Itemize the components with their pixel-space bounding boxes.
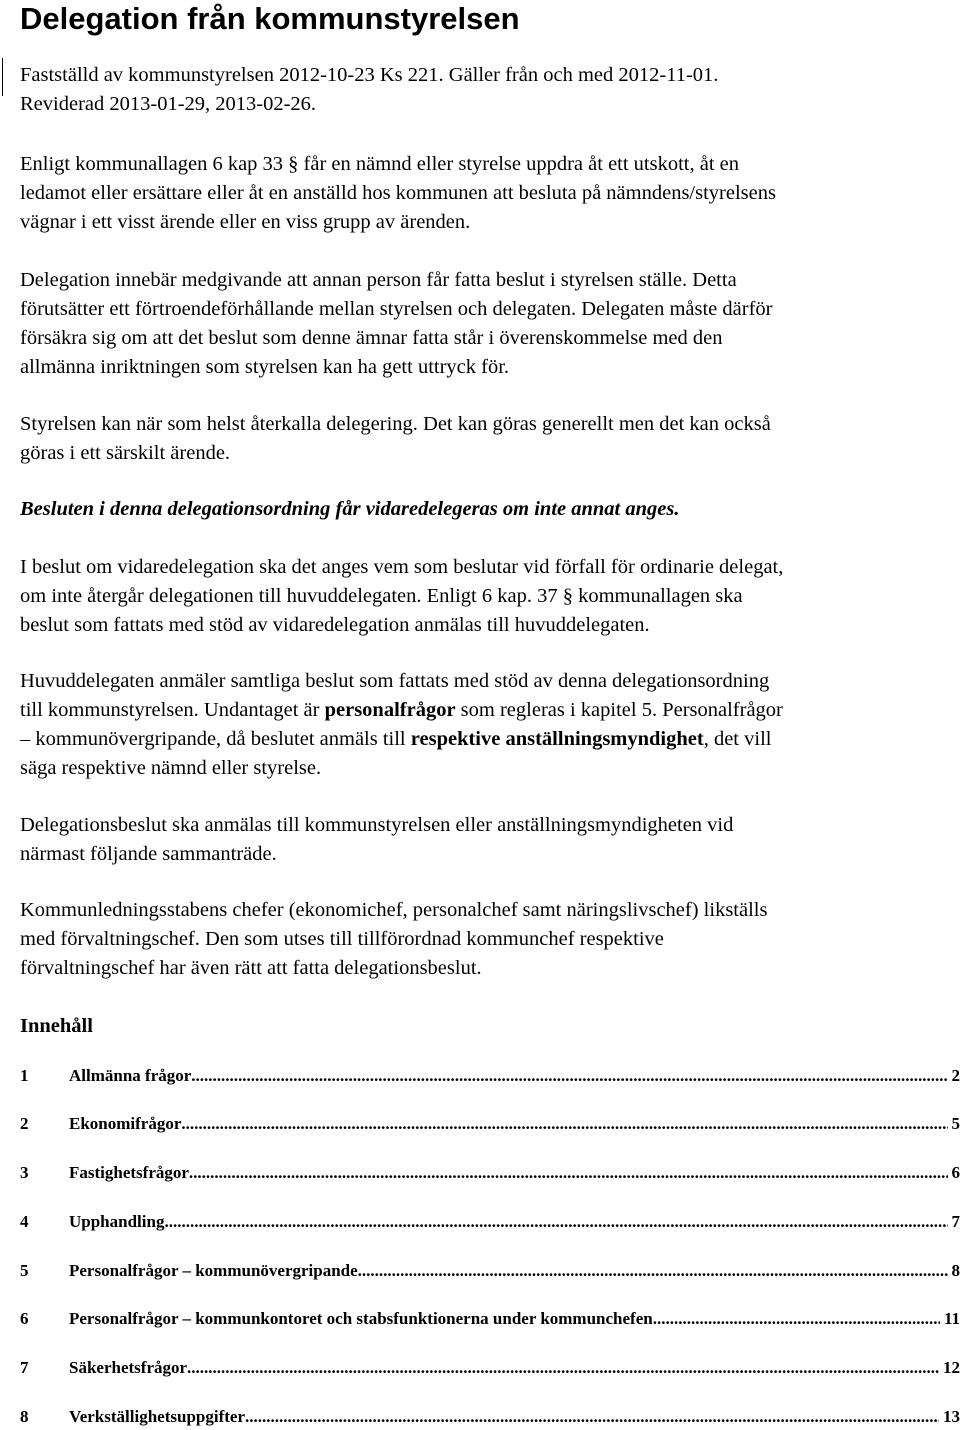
toc-label: Personalfrågor – kommunövergripande — [69, 1261, 358, 1280]
toc-number: 7 — [20, 1358, 29, 1377]
line: förutsätter ett förtroendeförhållande mellan styrelsen och delegaten. Delegaten måste därför — [20, 298, 773, 320]
toc-leader — [164, 1210, 947, 1234]
bold-term: personalfrågor — [324, 699, 456, 721]
line: Delegationsbeslut ska anmälas till kommunstyrelsen eller anställningsmyndigheten vid — [20, 814, 734, 836]
toc-label: Personalfrågor – kommunkontoret och stabsfunktionerna under kommunchefen — [69, 1309, 653, 1328]
line: om inte återgår delegationen till huvuddelegaten. Enligt 6 kap. 37 § kommunallagen ska — [20, 585, 743, 607]
toc-entry[interactable] — [20, 1307, 960, 1331]
toc-label: Ekonomifrågor — [69, 1114, 182, 1133]
line: Delegation innebär medgivande att annan person får fatta beslut i styrelsen ställe. Detta — [20, 269, 737, 291]
paragraph-staff-chiefs — [20, 896, 767, 983]
toc-leader — [358, 1259, 948, 1283]
line: beslut som fattats med stöd av vidaredelegation anmälas till huvuddelegaten. — [20, 614, 650, 636]
toc-label: Upphandling — [69, 1212, 165, 1231]
line-text: , det vill — [703, 728, 772, 750]
line: I beslut om vidaredelegation ska det anges vem som beslutar vid förfall för ordinarie delegat, — [20, 556, 784, 578]
toc-entry[interactable] — [20, 1112, 960, 1136]
adoption-paragraph — [20, 61, 718, 119]
toc-page: 12 — [943, 1358, 960, 1377]
toc-heading: Innehåll — [20, 1015, 93, 1037]
line: förvaltningschef har även rätt att fatta delegationsbeslut. — [20, 957, 482, 979]
toc-label: Säkerhetsfrågor — [69, 1358, 188, 1377]
paragraph-delegation-reports — [20, 811, 733, 869]
line: Fastställd av kommunstyrelsen 2012-10-23 Ks 221. Gäller från och med 2012-11-01. — [20, 64, 719, 86]
toc-label: Allmänna frågor — [69, 1066, 192, 1085]
line: säga respektive nämnd eller styrelse. — [20, 757, 322, 779]
line: försäkra sig om att det beslut som denne ämnar fatta står i överenskommelse med den — [20, 327, 723, 349]
paragraph-revocation — [20, 410, 771, 468]
revision-bar — [2, 58, 3, 96]
toc-page: 7 — [951, 1212, 960, 1231]
line: Huvuddelegaten anmäler samtliga beslut som fattats med stöd av denna delegationsordning — [20, 670, 770, 692]
toc-page: 11 — [943, 1309, 960, 1328]
toc-entry[interactable] — [20, 1356, 960, 1380]
toc-leader — [189, 1161, 948, 1185]
toc-entry[interactable] — [20, 1210, 960, 1234]
line: Reviderad 2013-01-29, 2013-02-26. — [20, 93, 317, 115]
toc-entry[interactable] — [20, 1405, 960, 1429]
toc-number: 4 — [20, 1212, 29, 1231]
line: ledamot eller ersättare eller åt en anställd hos kommunen att besluta på nämndens/styrelsens — [20, 182, 776, 204]
page-title: Delegation från kommunstyrelsen — [20, 1, 520, 36]
toc-label: Verkställighetsuppgifter — [69, 1407, 245, 1426]
toc-entry[interactable] — [20, 1259, 960, 1283]
toc-number: 8 — [20, 1407, 29, 1426]
line: Kommunledningsstabens chefer (ekonomichef, personalchef samt näringslivschef) likställs — [20, 899, 768, 921]
emphasis-note: Besluten i denna delegationsordning får vidaredelegeras om inte annat anges. — [20, 498, 680, 520]
toc-label: Fastighetsfrågor — [69, 1163, 189, 1182]
paragraph-subdelegation — [20, 553, 783, 640]
toc-number: 1 — [20, 1066, 29, 1085]
paragraph-reporting — [20, 667, 783, 783]
bold-term: respektive anställningsmyndighet — [410, 728, 704, 750]
toc-leader — [245, 1405, 939, 1429]
line: Enligt kommunallagen 6 kap 33 § får en nämnd eller styrelse uppdra åt ett utskott, åt en — [20, 153, 740, 175]
line: närmast följande sammanträde. — [20, 843, 277, 865]
line: Styrelsen kan när som helst återkalla delegering. Det kan göras generellt men det kan också — [20, 413, 771, 435]
line-text: till kommunstyrelsen. Undantaget är — [20, 699, 325, 721]
toc-leader — [187, 1356, 939, 1380]
line: med förvaltningschef. Den som utses till tillförordnad kommunchef respektive — [20, 928, 664, 950]
toc-leader — [653, 1307, 940, 1331]
toc-page: 6 — [951, 1163, 960, 1182]
toc-number: 5 — [20, 1261, 29, 1280]
toc-entry[interactable] — [20, 1064, 960, 1088]
line-text: – kommunövergripande, då beslutet anmäls till — [20, 728, 411, 750]
line: allmänna inriktningen som styrelsen kan ha gett uttryck för. — [20, 356, 510, 378]
toc-page: 2 — [951, 1066, 960, 1085]
toc-page: 8 — [951, 1261, 960, 1280]
toc-page: 5 — [951, 1114, 960, 1133]
toc-number: 2 — [20, 1114, 29, 1133]
toc-number: 3 — [20, 1163, 29, 1182]
toc-page: 13 — [943, 1407, 960, 1426]
toc-leader — [181, 1112, 947, 1136]
line: göras i ett särskilt ärende. — [20, 442, 231, 464]
toc-entry[interactable] — [20, 1161, 960, 1185]
line: vägnar i ett visst ärende eller en viss grupp av ärenden. — [20, 211, 471, 233]
line-text: som regleras i kapitel 5. Personalfrågor — [455, 699, 783, 721]
toc-leader — [191, 1064, 947, 1088]
toc-number: 6 — [20, 1309, 29, 1328]
paragraph-delegation-meaning — [20, 266, 772, 382]
paragraph-legal-basis — [20, 150, 776, 237]
